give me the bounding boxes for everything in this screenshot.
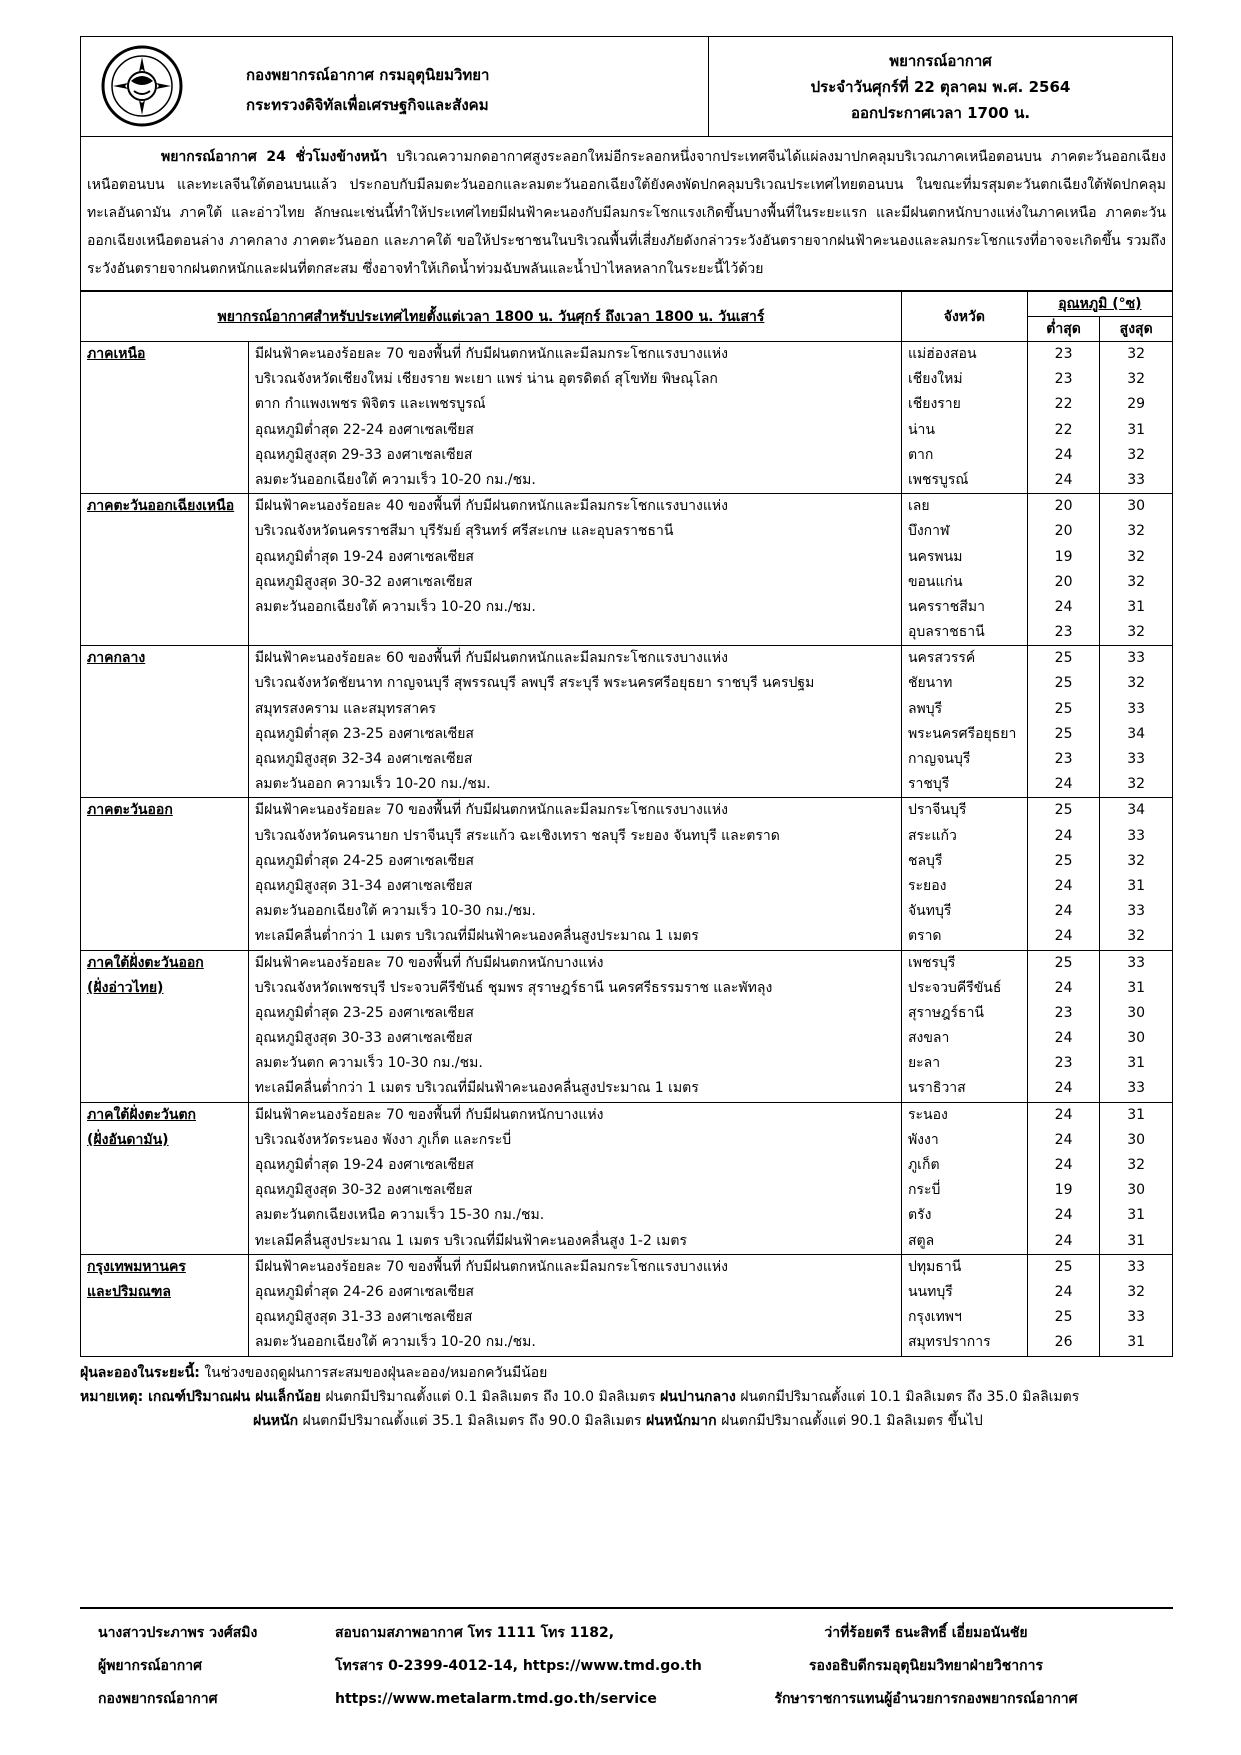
- forecast-line: ลมตะวันออก ความเร็ว 10-20 กม./ชม.: [254, 776, 491, 793]
- max-temp-column: [1100, 494, 1173, 646]
- forecast-line: อุณหภูมิต่ำสุด 22-24 องศาเซลเซียส: [254, 421, 474, 438]
- min-temp: 22: [1054, 396, 1073, 413]
- region-label: กรุงเทพมหานคร: [87, 1258, 186, 1275]
- province-name: นครสวรรค์: [907, 650, 976, 667]
- min-temp: 24: [1054, 776, 1073, 793]
- forecast-line: ทะเลมีคลื่นต่ำกว่า 1 เมตร บริเวณที่มีฝนฟ้าคะนองคลื่นสูงประมาณ 1 เมตร: [254, 928, 699, 945]
- province-name-column: [901, 950, 1027, 1102]
- forecast-line: อุณหภูมิสูงสุด 32-34 องศาเซลเซียส: [254, 751, 473, 767]
- max-temp: 31: [1127, 1334, 1146, 1351]
- province-name: พังงา: [907, 1131, 939, 1148]
- max-temp: 30: [1127, 1131, 1146, 1148]
- forecast-line: อุณหภูมิสูงสุด 31-34 องศาเซลเซียส: [254, 877, 473, 894]
- agency-cell: [81, 37, 709, 137]
- forecaster-name: นางสาวประภาพร วงศ์สมิง: [98, 1625, 258, 1641]
- region-label: ภาคกลาง: [87, 650, 146, 667]
- min-temp: 24: [1054, 877, 1073, 894]
- province-name: สุราษฎร์ธานี: [907, 1004, 985, 1021]
- forecaster-division: กองพยากรณ์อากาศ: [98, 1691, 218, 1707]
- province-header: จังหวัด: [901, 292, 1027, 342]
- min-temp: 23: [1054, 1055, 1073, 1072]
- forecast-line: บริเวณจังหวัดชัยนาท กาญจนบุรี สุพรรณบุรี ลพบุรี สระบุรี พระนครศรีอยุธยา ราชบุรี นครปฐม: [254, 675, 815, 692]
- min-temp: 23: [1054, 1004, 1073, 1021]
- province-name: กรุงเทพฯ: [907, 1309, 962, 1326]
- province-name: ชัยนาท: [907, 675, 953, 692]
- min-temp: 24: [1054, 903, 1073, 920]
- forecast-line: ตาก กำแพงเพชร พิจิตร และเพชรบูรณ์: [254, 396, 486, 413]
- max-temp: 33: [1127, 650, 1146, 667]
- forecast-text: [248, 1102, 901, 1254]
- forecaster-signature: [98, 1617, 257, 1716]
- general-situation: [80, 137, 1173, 291]
- max-temp: 32: [1127, 624, 1146, 641]
- province-name: เพชรบุรี: [907, 954, 956, 971]
- footer-divider: [80, 1607, 1173, 1609]
- min-temp: 24: [1054, 928, 1073, 945]
- forecast-line: บริเวณจังหวัดเพชรบุรี ประจวบคีรีขันธ์ ชุมพร สุราษฎร์ธานี นครศรีธรรมราช และพัทลุง: [254, 979, 773, 996]
- min-temp-column: [1027, 1102, 1100, 1254]
- region-name: [81, 798, 249, 950]
- province-name: เลย: [907, 498, 930, 515]
- region-label: ภาคใต้ฝั่งตะวันตก: [87, 1106, 197, 1123]
- forecast-line: อุณหภูมิสูงสุด 29-33 องศาเซลเซียส: [254, 446, 473, 463]
- min-temp: 24: [1054, 1030, 1073, 1047]
- max-temp: 32: [1127, 1157, 1146, 1173]
- max-temp: 31: [1127, 979, 1146, 996]
- min-temp-column: [1027, 950, 1100, 1102]
- forecast-line: บริเวณจังหวัดเชียงใหม่ เชียงราย พะเยา แพร่ น่าน อุตรดิตถ์ สุโขทัย พิษณุโลก: [254, 371, 718, 388]
- min-temp: 26: [1054, 1334, 1073, 1351]
- header-table: [80, 36, 1173, 137]
- min-temp-column: [1027, 342, 1100, 494]
- forecast-text: [248, 494, 901, 646]
- forecast-line: ลมตะวันตก ความเร็ว 10-30 กม./ชม.: [254, 1055, 483, 1072]
- min-temp: 25: [1054, 852, 1073, 869]
- province-name-column: [901, 342, 1027, 494]
- max-temp: 33: [1127, 954, 1146, 971]
- province-name: กระบี่: [907, 1182, 941, 1199]
- max-temp-column: [1100, 798, 1173, 950]
- max-temp: 33: [1127, 1080, 1146, 1097]
- region-row: [81, 342, 1173, 494]
- max-temp: 31: [1127, 1232, 1146, 1249]
- region-label: ภาคตะวันออก: [87, 802, 173, 819]
- forecast-line: สมุทรสงคราม และสมุทรสาคร: [254, 700, 437, 717]
- province-name: ชลบุรี: [907, 852, 943, 869]
- forecast-line: ลมตะวันออกเฉียงใต้ ความเร็ว 10-20 กม./ชม.: [254, 1334, 536, 1351]
- province-name: ระยอง: [907, 877, 947, 894]
- max-temp: 33: [1127, 471, 1146, 488]
- max-temp: 31: [1127, 421, 1146, 438]
- max-temp: 30: [1127, 1030, 1146, 1047]
- province-name: เชียงใหม่: [907, 371, 963, 388]
- min-temp: 23: [1054, 371, 1073, 388]
- forecast-line: ลมตะวันออกเฉียงใต้ ความเร็ว 10-20 กม./ชม.: [254, 598, 536, 615]
- forecast-line: อุณหภูมิสูงสุด 30-33 องศาเซลเซียส: [254, 1030, 473, 1047]
- max-temp: 32: [1127, 371, 1146, 388]
- province-name-column: [901, 1254, 1027, 1356]
- issue-time: ออกประกาศเวลา 1700 น.: [850, 103, 1031, 122]
- max-temp: 32: [1127, 523, 1146, 540]
- province-name: ตราด: [907, 928, 942, 945]
- min-temp: 24: [1054, 1106, 1073, 1123]
- region-row: [81, 1102, 1173, 1254]
- forecast-line: ลมตะวันออกเฉียงใต้ ความเร็ว 10-30 กม./ชม.: [254, 903, 536, 920]
- forecast-text: [248, 342, 901, 494]
- forecast-line: อุณหภูมิต่ำสุด 19-24 องศาเซลเซียส: [254, 548, 474, 565]
- min-temp: 24: [1054, 827, 1073, 844]
- max-temp: 32: [1127, 776, 1146, 793]
- min-temp: 25: [1054, 802, 1073, 819]
- min-temp: 24: [1054, 1080, 1073, 1097]
- max-temp: 32: [1127, 1283, 1146, 1300]
- min-temp: 24: [1054, 1157, 1073, 1173]
- province-name: สระแก้ว: [907, 827, 957, 844]
- dust-label: ฝุ่นละอองในระยะนี้:: [80, 1364, 200, 1381]
- province-name-column: [901, 646, 1027, 798]
- forecast-line: ทะเลมีคลื่นสูงประมาณ 1 เมตร บริเวณที่มีฝนฟ้าคะนองคลื่นสูง 1-2 เมตร: [254, 1232, 687, 1249]
- contact-phone: สอบถามสภาพอากาศ โทร 1111 โทร 1182,: [335, 1625, 615, 1641]
- director-name: ว่าที่ร้อยตรี ธนะสิทธิ์ เอี่ยมอนันชัย: [824, 1625, 1028, 1641]
- province-name-column: [901, 798, 1027, 950]
- min-temp-column: [1027, 1254, 1100, 1356]
- region-name: [81, 950, 249, 1102]
- min-temp: 24: [1054, 979, 1073, 996]
- forecast-period-header: พยากรณ์อากาศสำหรับประเทศไทยตั้งแต่เวลา 1800 น. วันศุกร์ ถึงเวลา 1800 น. วันเสาร์: [81, 292, 902, 342]
- max-temp: 31: [1127, 1055, 1146, 1072]
- max-temp: 32: [1127, 928, 1146, 945]
- intro-text: บริเวณความกดอากาศสูงระลอกใหม่อีกระลอกหนึ่งจากประเทศจีนได้แผ่ลงมาปกคลุมบริเวณภาคเหนือตอนบน ภาคตะวันออกเฉียงเหนือตอนบน และทะเลจีนใต้ตอนบนแล้ว ประกอบกับมีลมตะวันออกและลมตะวันออกเฉียงใต้ยังคงพัดปกคลุมบริเวณประเทศไทยตอนบน ในขณะที่มรสุมตะวันตกเฉียงใต้พัดปกคลุมทะเลอันดามัน ภาคใต้ และอ่าวไทย ลักษณะเช่นนี้ทำให้ประเทศไทยมีฝนฟ้าคะนองกับมีลมกระโชกแรงเกิดขึ้นบางพื้นที่ในระยะแรก และมีฝนตกหนักบางแห่งในภาคเหนือ ภาคตะวันออกเฉียงเหนือตอนล่าง ภาคกลาง ภาคตะวันออก และภาคใต้ ขอให้ประชาชนในบริเวณพื้นที่เสี่ยงภัยดังกล่าวระวังอันตรายจากฝนฟ้าคะนองและลมกระโชกแรงที่อาจจะเกิดขึ้น รวมถึงระวังอันตรายจากฝนตกหนักและฝนที่ตกสะสม ซึ่งอาจทำให้เกิดน้ำท่วมฉับพลันและน้ำป่าไหลหลากในระยะนี้ไว้ด้วย: [87, 149, 1166, 277]
- province-name: ภูเก็ต: [907, 1157, 940, 1173]
- province-name: ราชบุรี: [907, 776, 950, 793]
- ministry-name: กระทรวงดิจิทัลเพื่อเศรษฐกิจและสังคม: [246, 96, 489, 114]
- province-name: ประจวบคีรีขันธ์: [907, 979, 1002, 996]
- min-temp: 20: [1054, 498, 1073, 515]
- province-name: ตาก: [907, 446, 934, 463]
- province-name: ปทุมธานี: [907, 1258, 962, 1275]
- province-name: นราธิวาส: [907, 1080, 966, 1097]
- province-name: ตรัง: [907, 1207, 932, 1224]
- forecast-line: บริเวณจังหวัดนครราชสีมา บุรีรัมย์ สุรินทร์ ศรีสะเกษ และอุบลราชธานี: [254, 523, 674, 540]
- notes: [80, 1361, 1173, 1433]
- max-temp-column: [1100, 1254, 1173, 1356]
- remark-label: หมายเหตุ: เกณฑ์ปริมาณฝน ฝนเล็กน้อย: [80, 1388, 321, 1405]
- region-label: ภาคเหนือ: [87, 346, 146, 362]
- max-temp: 31: [1127, 1207, 1146, 1224]
- min-temp: 23: [1054, 624, 1073, 641]
- forecast-line: ลมตะวันตกเฉียงเหนือ ความเร็ว 15-30 กม./ชม.: [254, 1207, 545, 1224]
- max-temp-column: [1100, 342, 1173, 494]
- min-temp: 19: [1054, 1182, 1073, 1199]
- min-temp: 25: [1054, 1309, 1073, 1326]
- contact-fax: โทรสาร 0-2399-4012-14, https://www.tmd.go.th: [335, 1658, 702, 1674]
- forecast-line: อุณหภูมิสูงสุด 30-32 องศาเซลเซียส: [254, 573, 473, 590]
- province-name: น่าน: [907, 421, 935, 438]
- province-name: ระนอง: [907, 1106, 948, 1123]
- forecast-text: [248, 1254, 901, 1356]
- province-name-column: [901, 1102, 1027, 1254]
- min-temp: 24: [1054, 1283, 1073, 1300]
- province-name: ลพบุรี: [907, 700, 943, 717]
- forecast-title: พยากรณ์อากาศ: [889, 51, 992, 70]
- max-temp-column: [1100, 646, 1173, 798]
- min-temp: 25: [1054, 675, 1073, 692]
- max-temp: 30: [1127, 498, 1146, 515]
- dust-text: ในช่วงของฤดูฝนการสะสมของฝุ่นละออง/หมอกควันมีน้อย: [199, 1364, 548, 1381]
- max-temp: 31: [1127, 1106, 1146, 1123]
- agency-name: กองพยากรณ์อากาศ กรมอุตุนิยมวิทยา: [246, 66, 490, 84]
- max-temp: 31: [1127, 598, 1146, 615]
- max-temp: 32: [1127, 446, 1146, 463]
- province-name: นนทบุรี: [907, 1283, 953, 1300]
- forecaster-title: ผู้พยากรณ์อากาศ: [98, 1658, 202, 1674]
- min-temp: 25: [1054, 650, 1073, 667]
- signature-footer: [80, 1607, 1173, 1707]
- contact-info: [335, 1617, 702, 1716]
- province-name: สมุทรปราการ: [907, 1334, 991, 1351]
- region-sublabel: และปริมณฑล: [87, 1283, 171, 1300]
- forecast-line: ลมตะวันออกเฉียงใต้ ความเร็ว 10-20 กม./ชม.: [254, 471, 536, 488]
- province-name: เชียงราย: [907, 396, 961, 413]
- contact-url: https://www.metalarm.tmd.go.th/service: [335, 1691, 657, 1707]
- max-temp: 30: [1127, 1182, 1146, 1199]
- forecast-line: อุณหภูมิต่ำสุด 23-25 องศาเซลเซียส: [254, 725, 474, 742]
- province-name: นครพนม: [907, 548, 963, 565]
- region-sublabel: (ฝั่งอันดามัน): [87, 1131, 169, 1148]
- max-temp: 30: [1127, 1004, 1146, 1021]
- region-name: [81, 1254, 249, 1356]
- min-temp-column: [1027, 798, 1100, 950]
- max-temp: 33: [1127, 903, 1146, 920]
- min-temp: 23: [1054, 751, 1073, 767]
- max-temp: 33: [1127, 1258, 1146, 1275]
- director-title: รองอธิบดีกรมอุตุนิยมวิทยาฝ่ายวิชาการ: [809, 1658, 1043, 1674]
- min-temp-header: ต่ำสุด: [1027, 317, 1100, 342]
- temperature-header: อุณหภูมิ (°ซ): [1027, 292, 1172, 317]
- max-temp: 31: [1127, 877, 1146, 894]
- max-temp-column: [1100, 1102, 1173, 1254]
- max-temp: 29: [1127, 396, 1146, 413]
- province-name: เพชรบูรณ์: [907, 471, 969, 488]
- province-name: แม่ฮ่องสอน: [907, 346, 977, 362]
- min-temp: 24: [1054, 446, 1073, 463]
- min-temp: 24: [1054, 1232, 1073, 1249]
- forecast-document: [80, 36, 1173, 1433]
- forecast-line: บริเวณจังหวัดนครนายก ปราจีนบุรี สระแก้ว ฉะเชิงเทรา ชลบุรี ระยอง จันทบุรี และตราด: [254, 827, 780, 844]
- forecast-line: มีฝนฟ้าคะนองร้อยละ 70 ของพื้นที่ กับมีฝนตกหนักบางแห่ง: [254, 954, 604, 971]
- forecast-text: [248, 646, 901, 798]
- min-temp: 20: [1054, 573, 1073, 590]
- forecast-line: มีฝนฟ้าคะนองร้อยละ 70 ของพื้นที่ กับมีฝนตกหนักบางแห่ง: [254, 1106, 604, 1123]
- min-temp: 24: [1054, 1131, 1073, 1148]
- min-temp-column: [1027, 494, 1100, 646]
- director-role: รักษาราชการแทนผู้อำนวยการกองพยากรณ์อากาศ: [774, 1691, 1078, 1707]
- forecast-title-cell: [709, 37, 1173, 137]
- forecast-line: อุณหภูมิสูงสุด 30-32 องศาเซลเซียส: [254, 1182, 473, 1199]
- forecast-line: อุณหภูมิต่ำสุด 19-24 องศาเซลเซียส: [254, 1157, 474, 1173]
- min-temp: 24: [1054, 1207, 1073, 1224]
- province-name: ยะลา: [907, 1055, 941, 1072]
- max-temp: 33: [1127, 1309, 1146, 1326]
- province-name: นครราชสีมา: [907, 598, 985, 615]
- forecast-text: [248, 798, 901, 950]
- region-name: [81, 494, 249, 646]
- region-label: ภาคตะวันออกเฉียงเหนือ: [87, 498, 235, 515]
- max-temp: 34: [1127, 802, 1146, 819]
- intro-lead: พยากรณ์อากาศ 24 ชั่วโมงข้างหน้า: [161, 149, 388, 165]
- region-sublabel: (ฝั่งอ่าวไทย): [87, 979, 164, 996]
- province-name: กาญจนบุรี: [907, 751, 971, 767]
- region-row: [81, 950, 1173, 1102]
- forecast-line: มีฝนฟ้าคะนองร้อยละ 40 ของพื้นที่ กับมีฝนตกหนักและมีลมกระโชกแรงบางแห่ง: [254, 498, 728, 515]
- forecast-line: มีฝนฟ้าคะนองร้อยละ 60 ของพื้นที่ กับมีฝนตกหนักและมีลมกระโชกแรงบางแห่ง: [254, 650, 728, 667]
- max-temp: 33: [1127, 827, 1146, 844]
- region-row: [81, 494, 1173, 646]
- region-name: [81, 342, 249, 494]
- province-name: ขอนแก่น: [907, 573, 963, 590]
- forecast-line: มีฝนฟ้าคะนองร้อยละ 70 ของพื้นที่ กับมีฝนตกหนักและมีลมกระโชกแรงบางแห่ง: [254, 1258, 728, 1275]
- province-name: บึงกาฬ: [907, 523, 950, 540]
- min-temp: 19: [1054, 548, 1073, 565]
- moderate-rain-text: ฝนตกมีปริมาณตั้งแต่ 10.1 มิลลิเมตร ถึง 35.0 มิลลิเมตร: [735, 1388, 1080, 1405]
- province-name: สงขลา: [907, 1030, 950, 1047]
- min-temp: 25: [1054, 954, 1073, 971]
- province-name: พระนครศรีอยุธยา: [907, 725, 1017, 742]
- region-label: ภาคใต้ฝั่งตะวันออก: [87, 954, 204, 971]
- min-temp: 20: [1054, 523, 1073, 540]
- region-name: [81, 646, 249, 798]
- province-name: อุบลราชธานี: [907, 624, 985, 641]
- min-temp: 24: [1054, 471, 1073, 488]
- forecast-table: [80, 291, 1173, 1357]
- forecast-line: มีฝนฟ้าคะนองร้อยละ 70 ของพื้นที่ กับมีฝนตกหนักและมีลมกระโชกแรงบางแห่ง: [254, 802, 728, 819]
- forecast-line: อุณหภูมิสูงสุด 31-33 องศาเซลเซียส: [254, 1309, 473, 1326]
- min-temp-column: [1027, 646, 1100, 798]
- forecast-date: ประจำวันศุกร์ที่ 22 ตุลาคม พ.ศ. 2564: [810, 77, 1071, 96]
- max-temp: 34: [1127, 725, 1146, 742]
- max-temp-header: สูงสุด: [1100, 317, 1173, 342]
- heavy-rain-text: ฝนตกมีปริมาณตั้งแต่ 35.1 มิลลิเมตร ถึง 90.0 มิลลิเมตร: [298, 1412, 646, 1429]
- forecast-line: อุณหภูมิต่ำสุด 24-25 องศาเซลเซียส: [254, 852, 474, 869]
- max-temp: 32: [1127, 573, 1146, 590]
- very-heavy-rain-text: ฝนตกมีปริมาณตั้งแต่ 90.1 มิลลิเมตร ขึ้นไป: [716, 1412, 983, 1429]
- min-temp: 22: [1054, 421, 1073, 438]
- very-heavy-rain-label: ฝนหนักมาก: [646, 1412, 717, 1429]
- light-rain-text: ฝนตกมีปริมาณตั้งแต่ 0.1 มิลลิเมตร ถึง 10.0 มิลลิเมตร: [320, 1388, 660, 1405]
- tmd-seal-icon: [101, 45, 183, 127]
- forecast-line: บริเวณจังหวัดระนอง พังงา ภูเก็ต และกระบี่: [254, 1131, 512, 1148]
- director-signature: [716, 1617, 1136, 1716]
- max-temp: 32: [1127, 852, 1146, 869]
- region-row: [81, 798, 1173, 950]
- forecast-line: [255, 620, 901, 645]
- heavy-rain-label: ฝนหนัก: [253, 1412, 299, 1429]
- min-temp: 25: [1054, 700, 1073, 717]
- forecast-text: [248, 950, 901, 1102]
- region-name: [81, 1102, 249, 1254]
- min-temp: 23: [1054, 346, 1073, 362]
- forecast-line: อุณหภูมิต่ำสุด 23-25 องศาเซลเซียส: [254, 1004, 474, 1021]
- max-temp: 32: [1127, 675, 1146, 692]
- forecast-line: มีฝนฟ้าคะนองร้อยละ 70 ของพื้นที่ กับมีฝนตกหนักและมีลมกระโชกแรงบางแห่ง: [254, 346, 728, 362]
- forecast-line: อุณหภูมิต่ำสุด 24-26 องศาเซลเซียส: [254, 1283, 474, 1300]
- province-name: สตูล: [907, 1232, 935, 1249]
- max-temp: 32: [1127, 346, 1146, 362]
- province-name-column: [901, 494, 1027, 646]
- region-row: [81, 646, 1173, 798]
- max-temp: 33: [1127, 751, 1146, 767]
- moderate-rain-label: ฝนปานกลาง: [659, 1388, 736, 1405]
- region-row: [81, 1254, 1173, 1356]
- min-temp: 24: [1054, 598, 1073, 615]
- province-name: ปราจีนบุรี: [907, 802, 967, 819]
- max-temp-column: [1100, 950, 1173, 1102]
- max-temp: 32: [1127, 548, 1146, 565]
- min-temp: 25: [1054, 725, 1073, 742]
- min-temp: 25: [1054, 1258, 1073, 1275]
- forecast-line: ทะเลมีคลื่นต่ำกว่า 1 เมตร บริเวณที่มีฝนฟ้าคะนองคลื่นสูงประมาณ 1 เมตร: [254, 1080, 699, 1097]
- max-temp: 33: [1127, 700, 1146, 717]
- province-name: จันทบุรี: [907, 903, 952, 920]
